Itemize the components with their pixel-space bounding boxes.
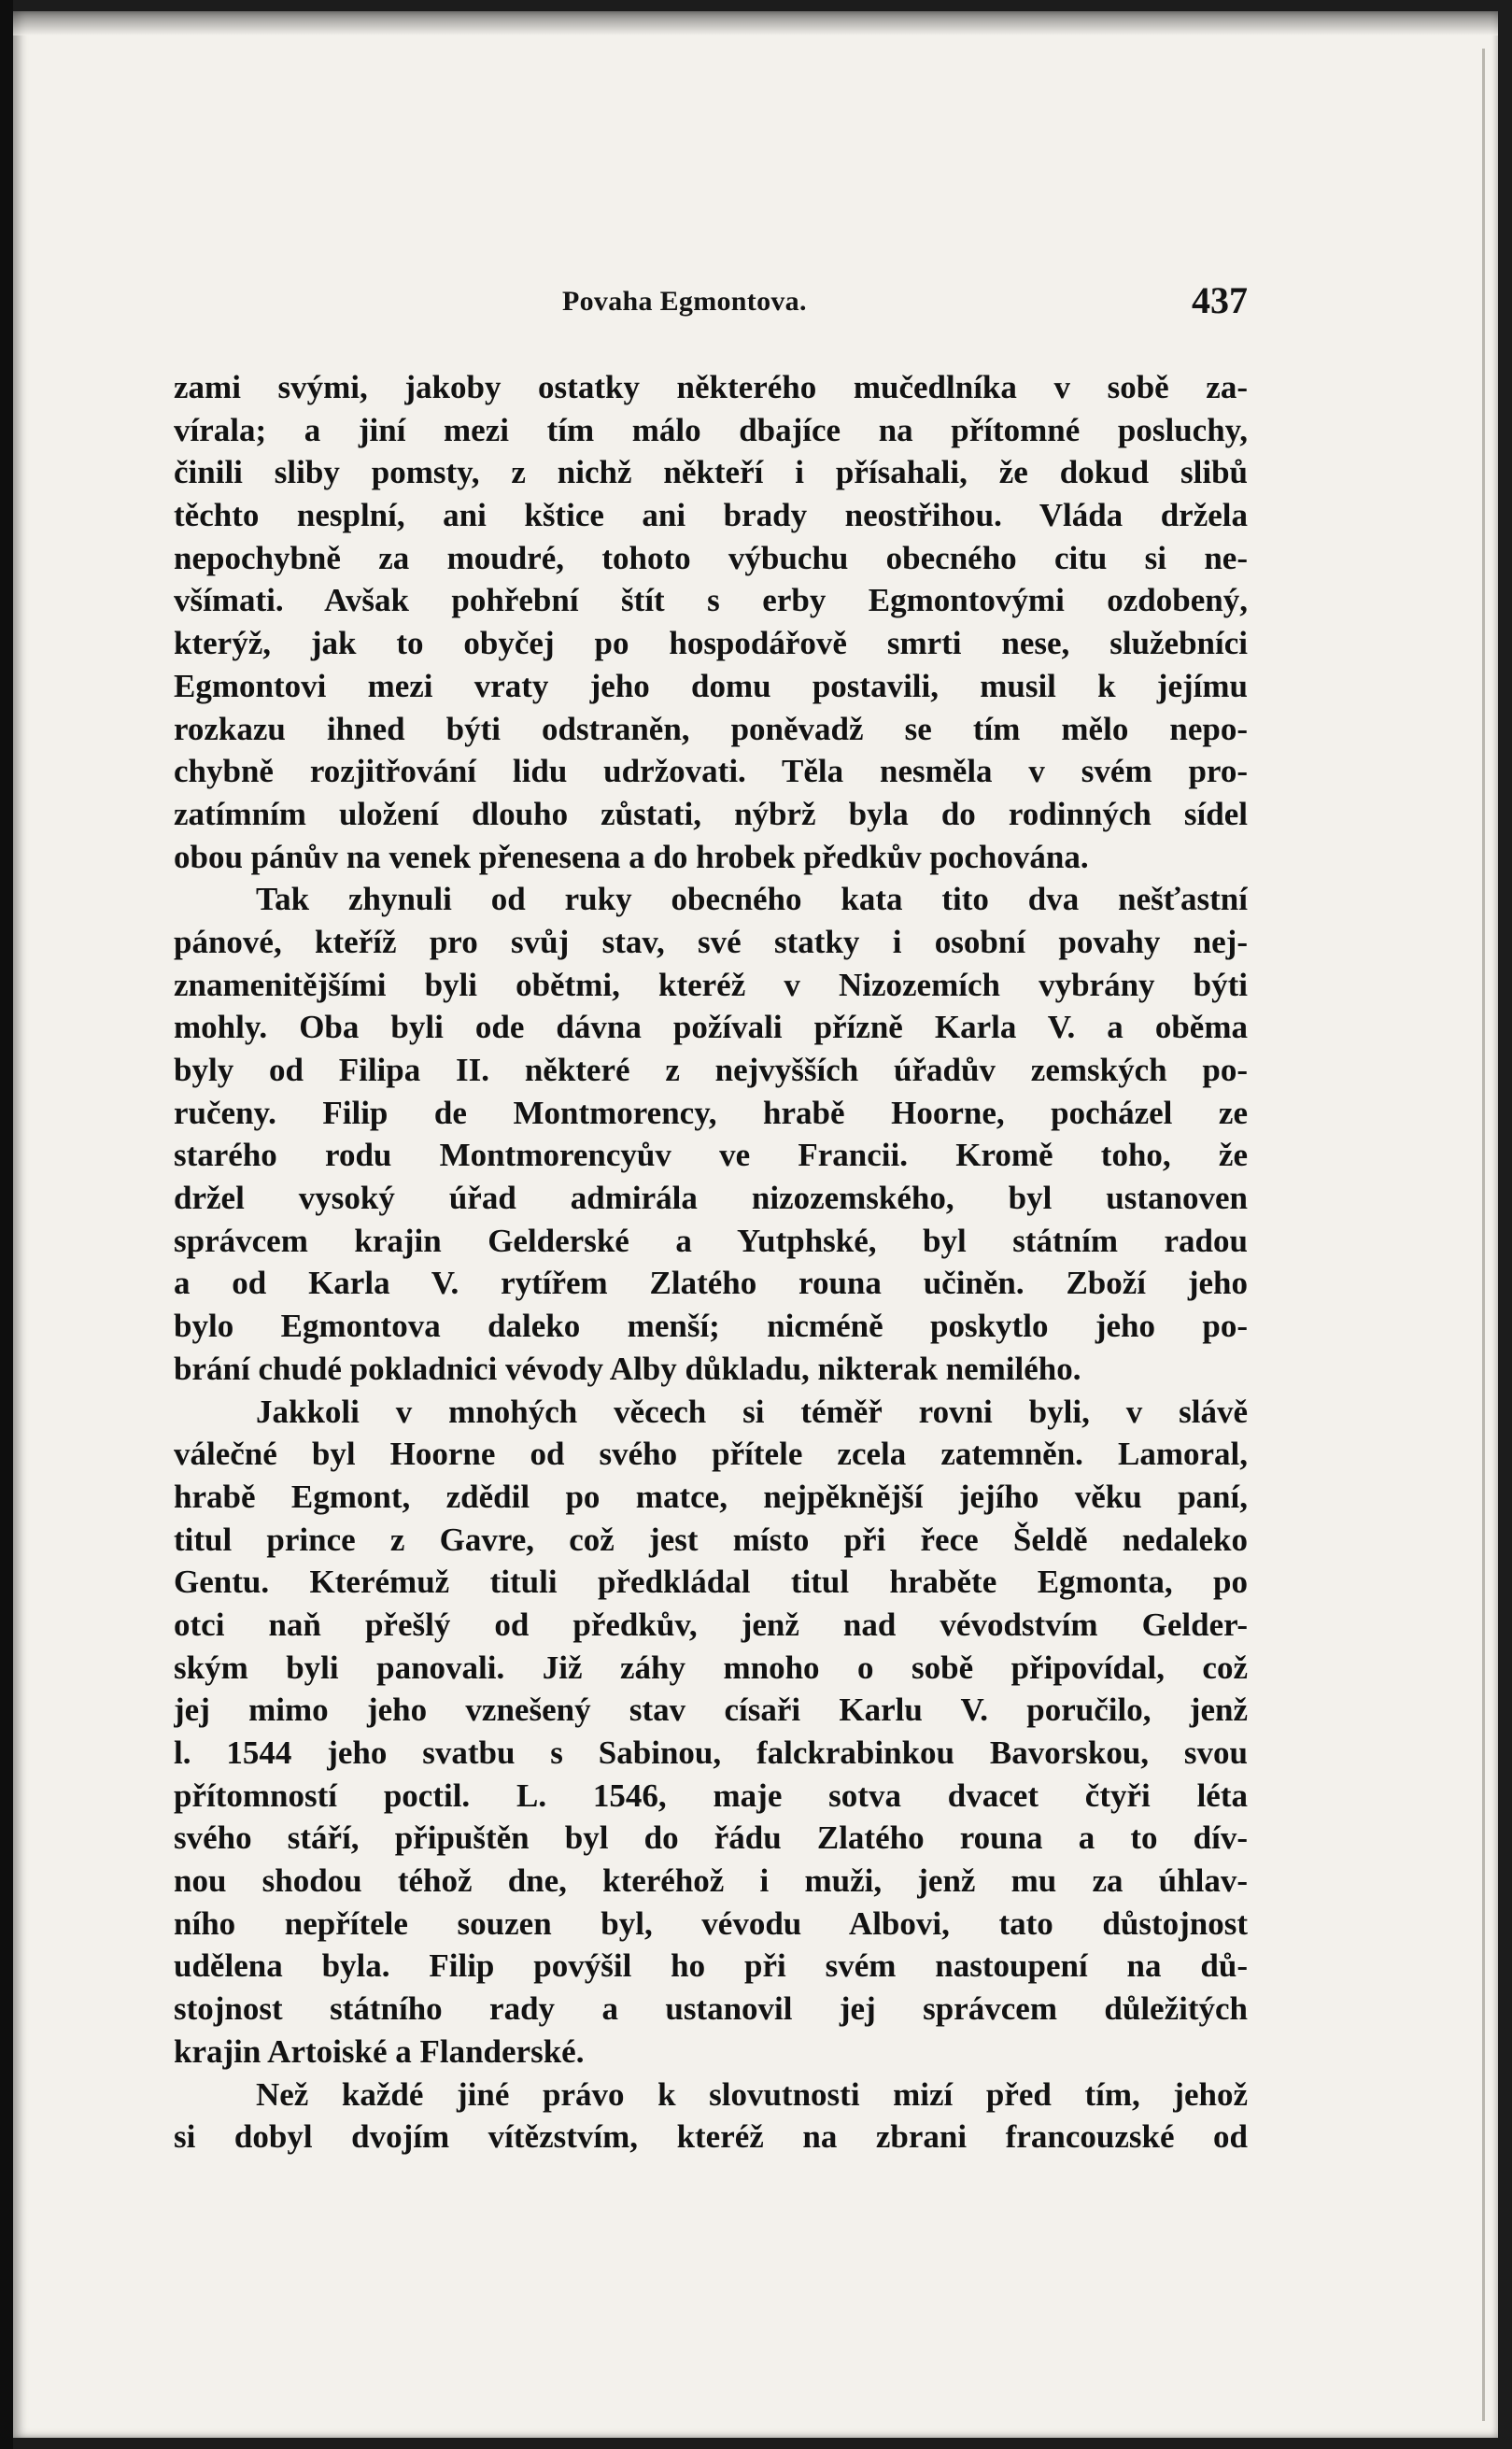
text-line: Jakkoli v mnohých věcech si téměř rovni byli, v slávě xyxy=(256,1393,1248,1430)
text-line: ručeny. Filip de Montmorency, hrabě Hoorne, pocházel ze xyxy=(174,1094,1248,1131)
running-head xyxy=(174,278,1248,334)
page-number: 437 xyxy=(1192,279,1248,321)
text-line: udělena byla. Filip povýšil ho při svém nastoupení na dů- xyxy=(174,1947,1248,1985)
text-line: chybně rozjitřování lidu udržovati. Těla nesměla v svém pro- xyxy=(174,753,1248,790)
text-line: Egmontovi mezi vraty jeho domu postavili, musil k jejímu xyxy=(174,667,1248,704)
text-line: bylo Egmontova daleko menší; nicméně poskytlo jeho po- xyxy=(174,1308,1248,1345)
text-line: ního nepřítele souzen byl, vévodu Albovi, tato důstojnost xyxy=(174,1904,1248,1942)
body-text xyxy=(174,366,1248,2159)
text-line: obou pánův na venek přenesena a do hrobek předkův pochována. xyxy=(174,838,1089,875)
text-line: zami svými, jakoby ostatky některého mučedlníka v sobě za- xyxy=(174,369,1248,405)
text-line: krajin Artoiské a Flanderské. xyxy=(174,2032,585,2070)
text-line: byly od Filipa II. některé z nejvyšších úřadův zemských po- xyxy=(174,1052,1248,1088)
text-line: pánové, kteříž pro svůj stav, své statky i osobní povahy nej- xyxy=(174,923,1248,960)
text-line: ským byli panovali. Již záhy mnoho o sobě připovídal, což xyxy=(174,1649,1248,1686)
text-line: zatímním uložení dlouho zůstati, nýbrž byla do rodinných sídel xyxy=(174,795,1248,832)
text-line: Tak zhynuli od ruky obecného kata tito dva nešťastní xyxy=(256,881,1248,918)
text-line: přítomností poctil. L. 1546, maje sotva dvacet čtyři léta xyxy=(174,1777,1248,1814)
text-line: držel vysoký úřad admirála nizozemského, byl ustanoven xyxy=(174,1180,1248,1217)
scan-edge xyxy=(0,0,13,2449)
text-line: vírala; a jiní mezi tím málo dbajíce na přítomné posluchy, xyxy=(174,411,1248,448)
text-line: si dobyl dvojím vítězstvím, kteréž na zbrani francouzské od xyxy=(174,2118,1248,2156)
text-line: správcem krajin Gelderské a Yutphské, byl státním radou xyxy=(174,1222,1248,1259)
text-line: svého stáří, připuštěn byl do řádu Zlatého rouna a to dív- xyxy=(174,1819,1248,1857)
text-line: jej mimo jeho vznešený stav císaři Karlu V. poručilo, jenž xyxy=(174,1692,1248,1729)
text-line: nou shodou téhož dne, kteréhož i muži, jenž mu za úhlav- xyxy=(174,1862,1248,1900)
text-line: stojnost státního rady a ustanovil jej správcem důležitých xyxy=(174,1990,1248,2028)
text-line: znamenitějšími byli obětmi, kteréž v Nizozemích vybrány býti xyxy=(174,966,1248,1003)
text-line: mohly. Oba byli ode dávna požívali přízně Karla V. a oběma xyxy=(174,1009,1248,1046)
text-line: těchto nesplní, ani kštice ani brady neostřihou. Vláda držela xyxy=(174,497,1248,534)
text-line: válečné byl Hoorne od svého přítele zcela zatemněn. Lamoral, xyxy=(174,1436,1248,1473)
text-line: činili sliby pomsty, z nichž někteří i přísahali, že dokud slibů xyxy=(174,454,1248,491)
text-line: l. 1544 jeho svatbu s Sabinou, falckrabinkou Bavorskou, svou xyxy=(174,1734,1248,1771)
text-line: starého rodu Montmorencyův ve Francii. Kromě toho, že xyxy=(174,1137,1248,1174)
text-line: Než každé jiné právo k slovutnosti mizí před tím, jehož xyxy=(256,2075,1248,2113)
text-line: rozkazu ihned býti odstraněn, poněvadž se tím mělo nepo- xyxy=(174,710,1248,747)
running-title: Povaha Egmontova. xyxy=(562,286,807,317)
page-edge xyxy=(1482,49,1485,2421)
text-line: nepochybně za moudré, tohoto výbuchu obecného citu si ne- xyxy=(174,539,1248,576)
scan-shadow xyxy=(13,11,1498,35)
text-line: a od Karla V. rytířem Zlatého rouna učiněn. Zboží jeho xyxy=(174,1265,1248,1302)
text-line: všímati. Avšak pohřební štít s erby Egmontovými ozdobený, xyxy=(174,582,1248,619)
text-line: brání chudé pokladnici vévody Alby důkladu, nikterak nemilého. xyxy=(174,1350,1081,1387)
text-line: titul prince z Gavre, což jest místo při řece Šeldě nedaleko xyxy=(174,1521,1248,1558)
text-line: Gentu. Kterémuž tituli předkládal titul hraběte Egmonta, po xyxy=(174,1564,1248,1601)
text-line: otci naň přešlý od předkův, jenž nad vévodstvím Gelder- xyxy=(174,1606,1248,1643)
text-line: hrabě Egmont, zdědil po matce, nejpěknější jejího věku paní, xyxy=(174,1478,1248,1515)
text-line: kterýž, jak to obyčej po hospodářově smrti nese, služebníci xyxy=(174,625,1248,662)
